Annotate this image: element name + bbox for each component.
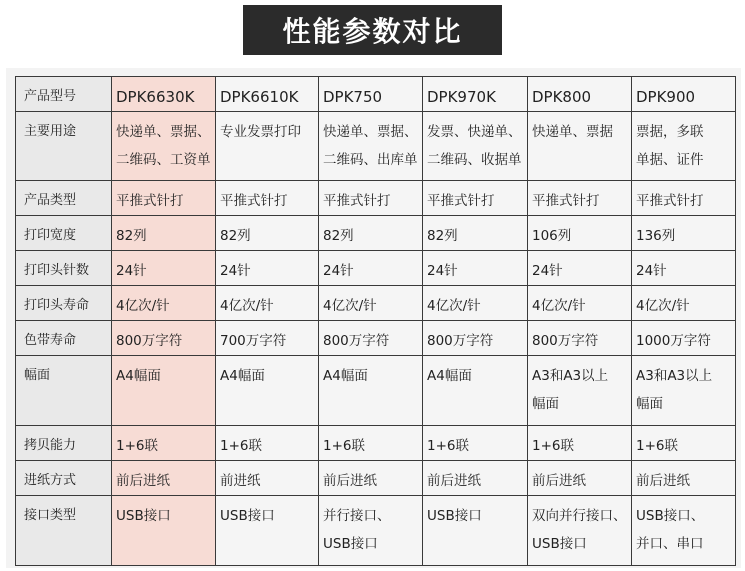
cell-line: USB接口: [116, 508, 171, 524]
row-label: 打印头针数: [16, 251, 112, 286]
title-wrapper: [0, 0, 745, 66]
table-cell: 800万字符: [423, 321, 528, 356]
cell-line: USB接口: [532, 536, 587, 552]
table-cell: 82列: [112, 216, 216, 251]
table-cell: 前进纸: [216, 461, 319, 496]
table-cell: 800万字符: [112, 321, 216, 356]
table-cell: 平推式针打: [528, 181, 632, 216]
row-label: 打印宽度: [16, 216, 112, 251]
table-cell: 82列: [319, 216, 423, 251]
cell-line: 专业发票打印: [220, 124, 301, 140]
header-row: [16, 77, 736, 112]
table-cell: [216, 496, 319, 566]
table-cell: 平推式针打: [112, 181, 216, 216]
table-cell: [528, 496, 632, 566]
table-cell: 24针: [112, 251, 216, 286]
model-name-dpk900: DPK900: [632, 77, 736, 112]
table-cell: 前后进纸: [423, 461, 528, 496]
table-cell: 24针: [319, 251, 423, 286]
table-cell: 1000万字符: [632, 321, 736, 356]
table-cell: 平推式针打: [423, 181, 528, 216]
table-cell: 前后进纸: [319, 461, 423, 496]
row-label: 打印头寿命: [16, 286, 112, 321]
cell-line: USB接口: [323, 536, 378, 552]
table-cell: [632, 356, 736, 426]
cell-line: 单据、证件: [636, 152, 704, 168]
row-label: 产品类型: [16, 181, 112, 216]
cell-line: A4幅面: [220, 368, 265, 384]
table-cell: [528, 112, 632, 181]
row-label: 幅面: [16, 356, 112, 426]
model-name-dpk970k: DPK970K: [423, 77, 528, 112]
row-label: 进纸方式: [16, 461, 112, 496]
table-cell: 1+6联: [319, 426, 423, 461]
table-cell: [423, 112, 528, 181]
table-cell: [319, 112, 423, 181]
model-name-dpk6630k: DPK6630K: [112, 77, 216, 112]
cell-line: 二维码、收据单: [427, 152, 522, 168]
row-head-life: [16, 286, 736, 321]
table-cell: [632, 496, 736, 566]
table-cell: 4亿次/针: [423, 286, 528, 321]
row-label: 接口类型: [16, 496, 112, 566]
table-cell: 前后进纸: [112, 461, 216, 496]
table-cell: [319, 496, 423, 566]
table-cell: 平推式针打: [216, 181, 319, 216]
table-cell: 106列: [528, 216, 632, 251]
table-cell: 700万字符: [216, 321, 319, 356]
cell-line: 双向并行接口、: [532, 508, 627, 524]
cell-line: USB接口、: [636, 508, 705, 524]
cell-line: 幅面: [532, 396, 559, 412]
spec-comparison-table: [15, 76, 736, 566]
row-label: 色带寿命: [16, 321, 112, 356]
table-cell: 1+6联: [632, 426, 736, 461]
row-paper-size: [16, 356, 736, 426]
cell-line: USB接口: [220, 508, 275, 524]
cell-line: 二维码、出库单: [323, 152, 418, 168]
table-cell: [216, 356, 319, 426]
cell-line: 快递单、票据: [532, 124, 613, 140]
cell-line: 并口、串口: [636, 536, 704, 552]
table-cell: [528, 356, 632, 426]
row-copy-capacity: [16, 426, 736, 461]
model-name-dpk6610k: DPK6610K: [216, 77, 319, 112]
table-cell: 4亿次/针: [632, 286, 736, 321]
row-ribbon-life: [16, 321, 736, 356]
table-cell: 82列: [216, 216, 319, 251]
page-title: 性能参数对比: [243, 5, 502, 55]
row-pin-count: [16, 251, 736, 286]
table-cell: 1+6联: [423, 426, 528, 461]
table-cell: [423, 356, 528, 426]
cell-line: A4幅面: [116, 368, 161, 384]
cell-line: 二维码、工资单: [116, 152, 211, 168]
cell-line: A4幅面: [427, 368, 472, 384]
cell-line: A3和A3以上: [636, 368, 713, 384]
table-cell: 1+6联: [216, 426, 319, 461]
cell-line: 发票、快递单、: [427, 124, 522, 140]
table-cell: 平推式针打: [632, 181, 736, 216]
table-cell: 4亿次/针: [528, 286, 632, 321]
header-label: 产品型号: [16, 77, 112, 112]
cell-line: 票据，多联: [636, 124, 704, 140]
table-cell: 800万字符: [319, 321, 423, 356]
row-paper-feed: [16, 461, 736, 496]
row-interface: [16, 496, 736, 566]
table-cell: [319, 356, 423, 426]
table-cell: 82列: [423, 216, 528, 251]
row-usage: [16, 112, 736, 181]
table-cell: [423, 496, 528, 566]
cell-line: A3和A3以上: [532, 368, 609, 384]
row-print-width: [16, 216, 736, 251]
table-cell: 平推式针打: [319, 181, 423, 216]
table-cell: 4亿次/针: [319, 286, 423, 321]
model-name-dpk800: DPK800: [528, 77, 632, 112]
table-cell: [112, 356, 216, 426]
row-product-type: [16, 181, 736, 216]
table-cell: 1+6联: [528, 426, 632, 461]
table-cell: [216, 112, 319, 181]
table-cell: 800万字符: [528, 321, 632, 356]
model-name-dpk750: DPK750: [319, 77, 423, 112]
table-cell: 24针: [528, 251, 632, 286]
table-cell: [632, 112, 736, 181]
table-cell: 24针: [632, 251, 736, 286]
table-cell: 前后进纸: [632, 461, 736, 496]
cell-line: 幅面: [636, 396, 663, 412]
table-cell: 1+6联: [112, 426, 216, 461]
cell-line: A4幅面: [323, 368, 368, 384]
table-cell: 24针: [423, 251, 528, 286]
row-label: 拷贝能力: [16, 426, 112, 461]
table-cell: 24针: [216, 251, 319, 286]
cell-line: 快递单、票据、: [116, 124, 211, 140]
table-cell: 136列: [632, 216, 736, 251]
table-cell: 前后进纸: [528, 461, 632, 496]
cell-line: 快递单、票据、: [323, 124, 418, 140]
table-cell: [112, 496, 216, 566]
table-cell: 4亿次/针: [216, 286, 319, 321]
table-cell: [112, 112, 216, 181]
table-cell: 4亿次/针: [112, 286, 216, 321]
cell-line: 并行接口、: [323, 508, 391, 524]
row-label: 主要用途: [16, 112, 112, 181]
cell-line: USB接口: [427, 508, 482, 524]
